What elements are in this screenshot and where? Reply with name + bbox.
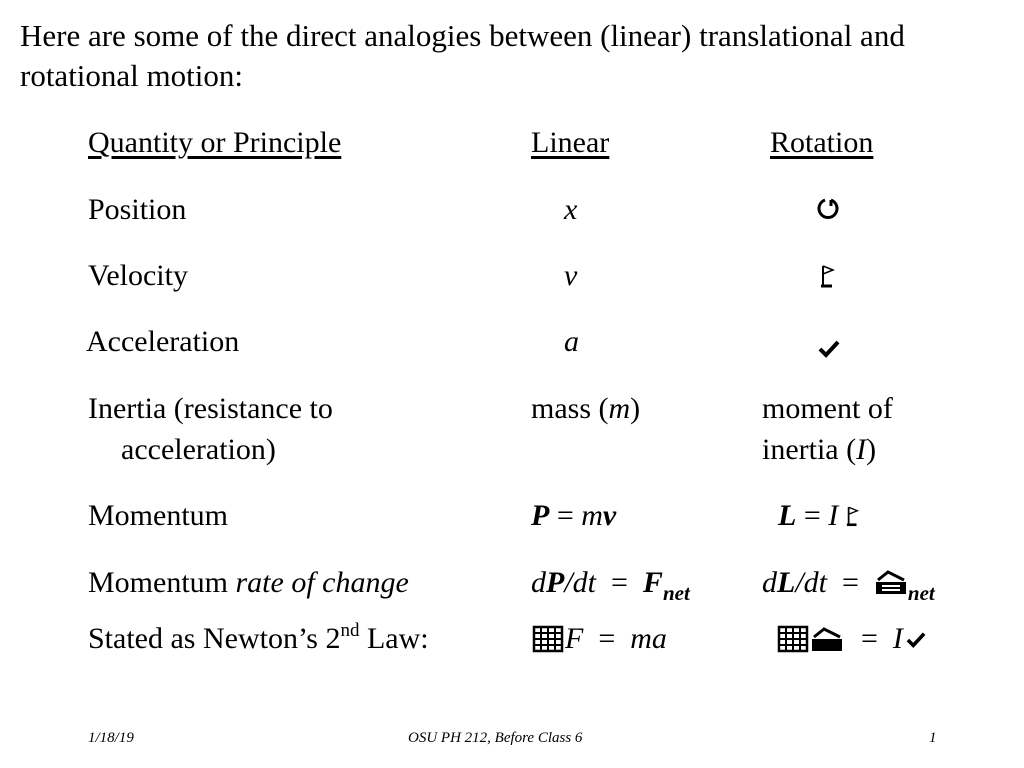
checkmark-icon — [906, 631, 926, 649]
row-inertia-linear: mass (m) — [531, 392, 641, 425]
row-newton-rotation: = I — [776, 622, 926, 656]
intro-text: Here are some of the direct analogies between (linear) translational and rotational motion: — [20, 18, 905, 93]
row-inertia-rotation-line2: inertia (I) — [762, 433, 877, 466]
row-velocity-label: Velocity — [88, 259, 188, 292]
header-quantity: Quantity or Principle — [88, 126, 342, 159]
sigma-icon — [531, 623, 565, 653]
row-position-label: Position — [88, 193, 187, 226]
row-acceleration-linear: a — [564, 325, 579, 358]
checkmark-icon — [818, 333, 840, 367]
row-momentum-rotation: L = I — [778, 499, 860, 533]
row-inertia-rotation-line1: moment of — [762, 392, 893, 425]
flag-icon — [846, 503, 860, 529]
row-acceleration-label: Acceleration — [86, 325, 240, 358]
torque-icon — [874, 568, 908, 596]
row-newton-linear: F = ma — [531, 622, 667, 656]
sigma-torque-icon — [776, 623, 846, 653]
row-velocity-linear: v — [564, 259, 578, 292]
row-momentum-label: Momentum — [88, 499, 228, 532]
row-rate-label: Momentum rate of change — [88, 566, 409, 599]
row-inertia-label-line2: acceleration) — [121, 433, 276, 466]
row-momentum-linear: P = mv — [531, 499, 617, 532]
row-newton-label: Stated as Newton’s 2nd Law: — [88, 620, 429, 655]
loop-icon — [816, 196, 840, 230]
row-inertia-label-line1: Inertia (resistance to — [88, 392, 333, 425]
footer-page-number: 1 — [929, 730, 937, 746]
row-rate-rotation: dL/dt = $_{net}$ — [762, 566, 935, 605]
row-rate-linear: $dP/dt = F_{net}$ — [531, 566, 690, 605]
header-linear: Linear — [531, 126, 610, 159]
footer-title: OSU PH 212, Before Class 6 — [408, 730, 583, 746]
footer-date: 1/18/19 — [88, 730, 134, 746]
header-rotation: Rotation — [770, 126, 874, 159]
row-position-linear: x — [564, 193, 578, 226]
flag-icon — [820, 262, 836, 298]
